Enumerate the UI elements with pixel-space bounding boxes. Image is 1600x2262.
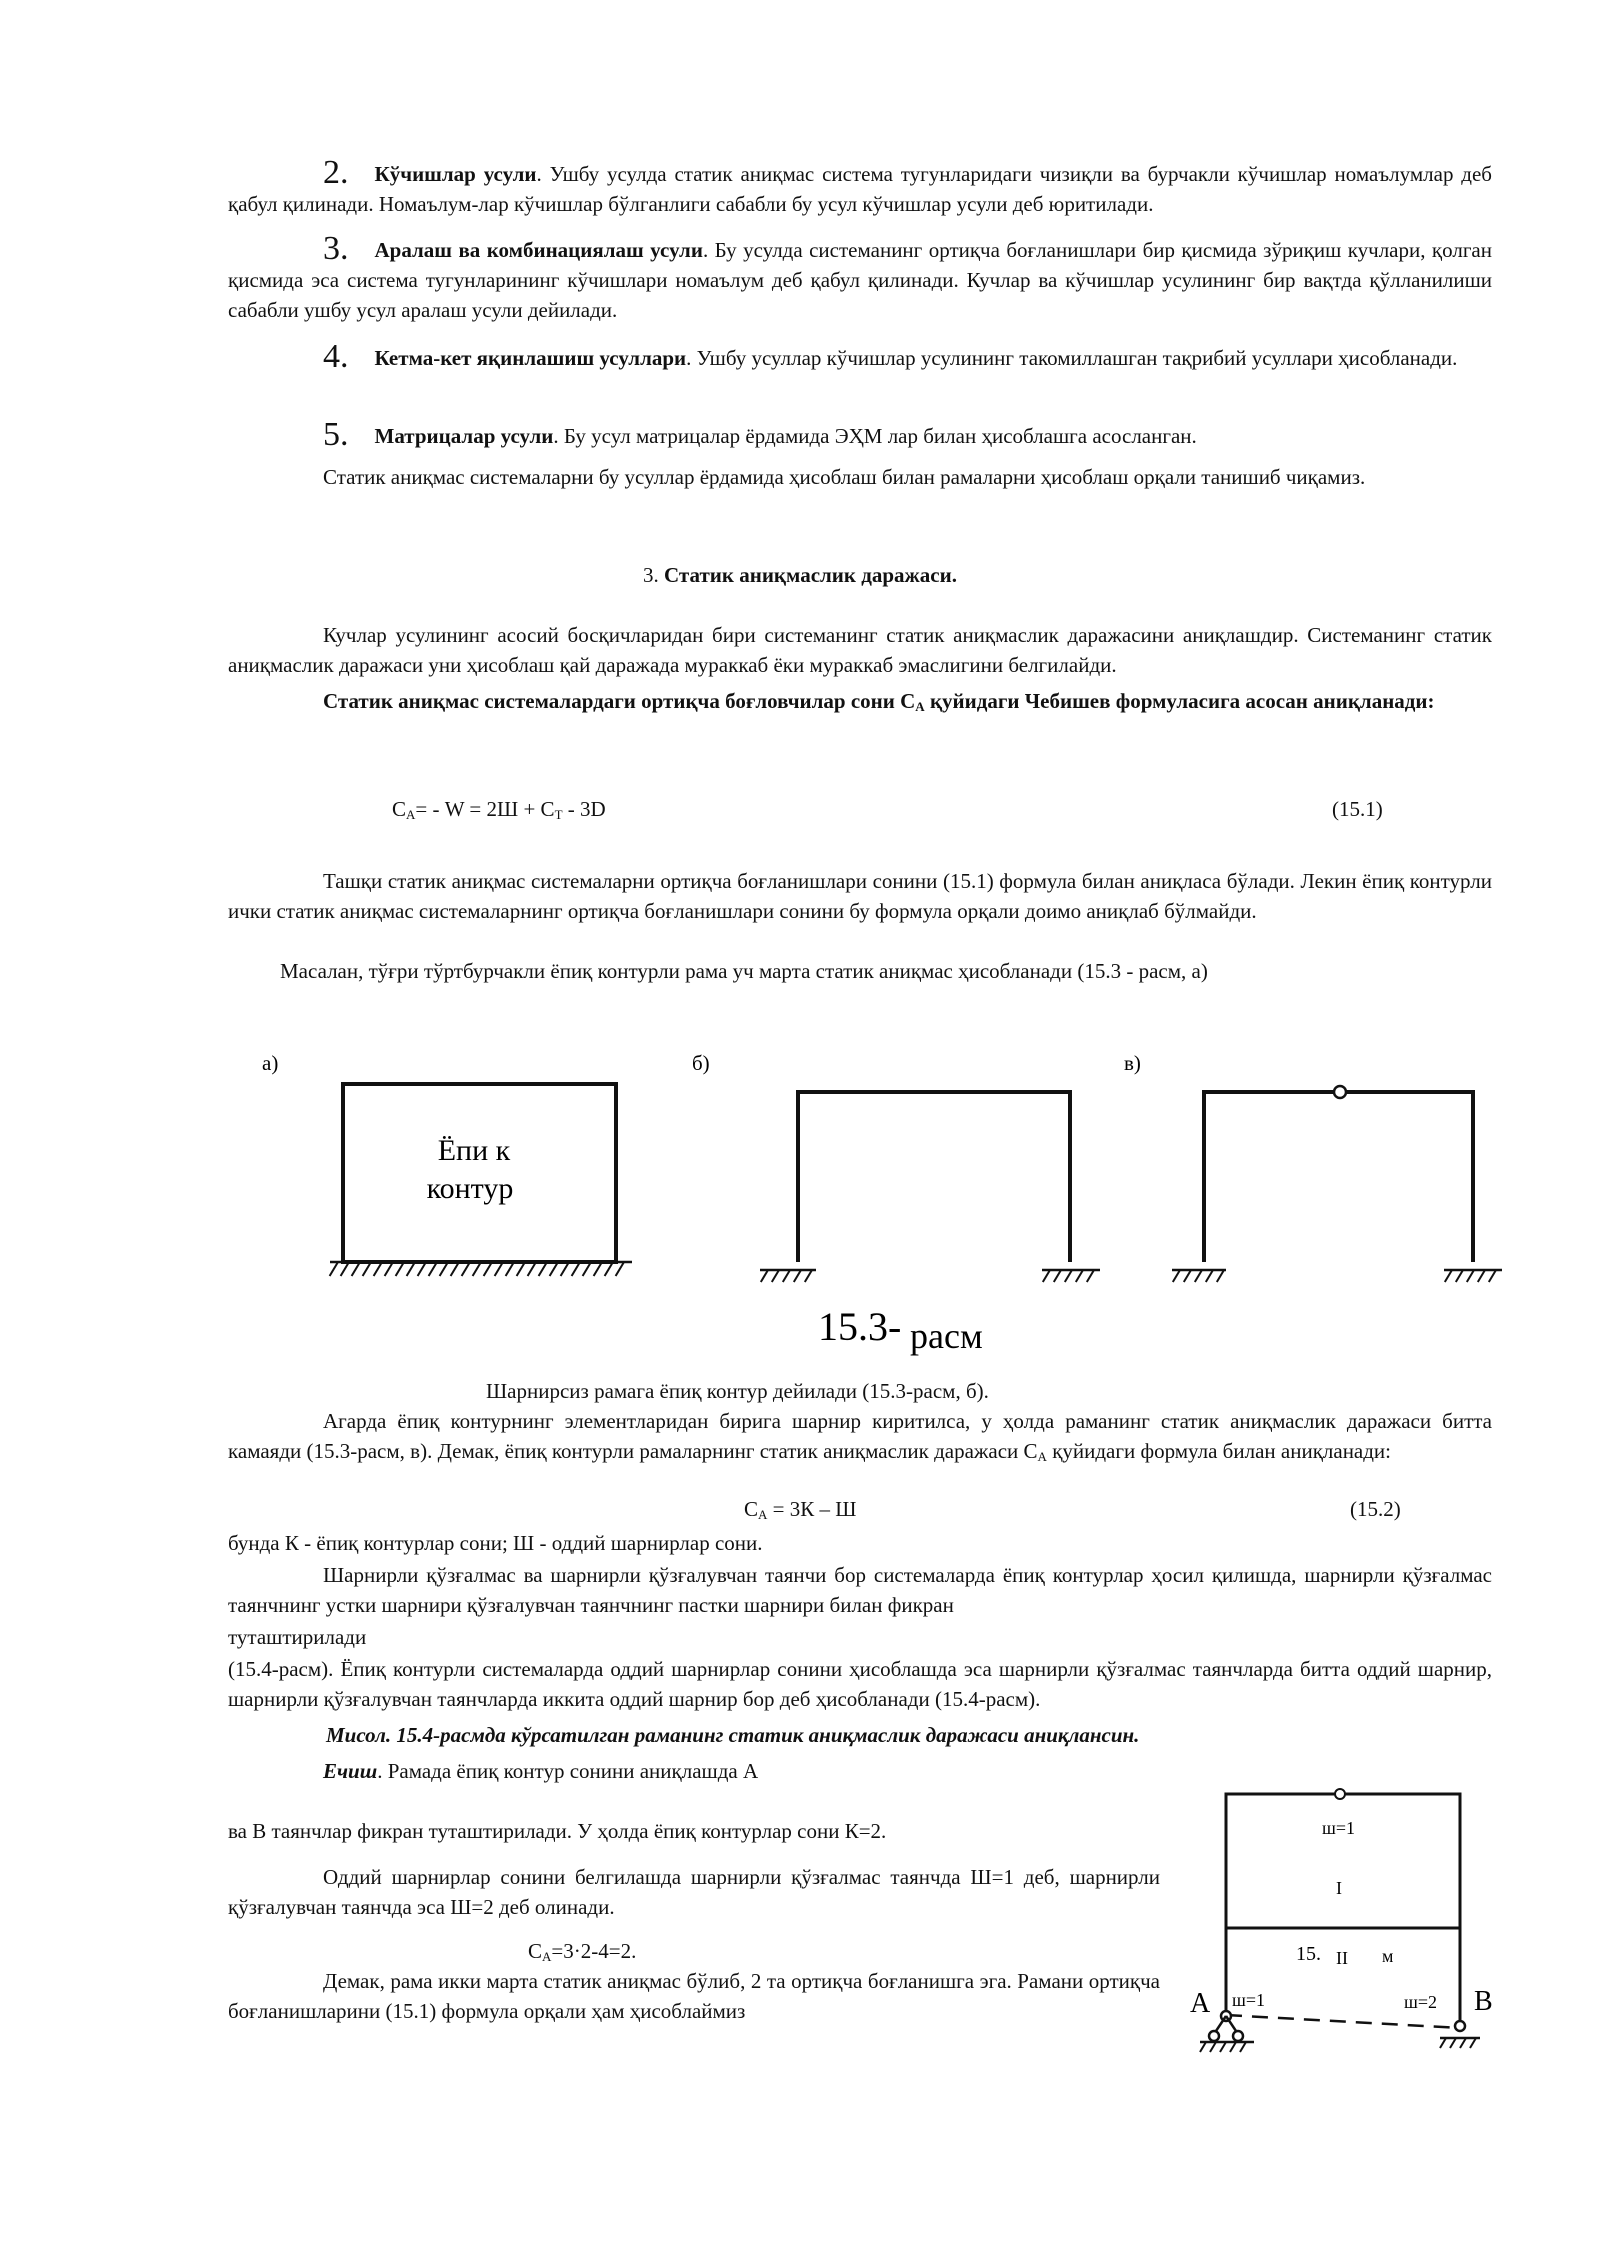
method-number: 3. (323, 230, 349, 267)
method-title: Аралаш ва комбинациялаш усули (374, 238, 703, 262)
solution-text: . Рамада ёпиқ контур сонини аниқлашда А (377, 1759, 759, 1783)
roller-support-icon (1440, 2021, 1480, 2038)
method-text: . Бу усул матрицалар ёрдамида ЭҲМ лар билан ҳисоблашга асосланган. (553, 424, 1197, 448)
paragraph-bold (228, 686, 1492, 719)
figure-caption-number: 15.3- (818, 1304, 902, 1349)
hinge-count-left: ш=1 (1232, 1990, 1266, 2010)
formula-text: - 3D (562, 797, 606, 821)
upper-contour (1226, 1794, 1460, 1928)
method-title: Кетма-кет яқинлашиш усуллари (374, 346, 687, 370)
paragraph: Шарнирсиз рамага ёпиқ контур дейилади (15.3-расм, б). (486, 1379, 989, 1403)
formula (392, 794, 606, 827)
formula-text: С (744, 1497, 759, 1521)
intro-paragraph: Статик аниқмас системаларни бу усуллар ёрдамида ҳисоблаш билан рамаларни ҳисоблаш орқали танишиб чиқамиз. (323, 465, 1366, 489)
text-run: қуйидаги формула билан аниқланади: (1046, 1439, 1392, 1463)
method-title: Матрицалар усули (374, 424, 554, 448)
method-item (228, 232, 1492, 325)
method-text: . Ушбу усулда статик аниқмас система тугунларидаги чизиқли ва бурчакли кўчишлар номаълумлар деб қабул қилинади. Номаълум-лар кўчишлар бўлганлиги сабабли бу усул кўчишлар усули деб юритилади. (228, 162, 1492, 216)
method-text: . Ушбу усуллар кўчишлар усулининг такомиллашган тақрибий усуллари ҳисобланади. (686, 346, 1458, 370)
figure-15-4 (1170, 1780, 1510, 2060)
method-title: Кўчишлар усули (374, 162, 537, 186)
paragraph: туташтирилади (228, 1625, 367, 1649)
hinge-icon (1335, 1789, 1345, 1799)
figure-caption-word: расм (910, 1316, 983, 1356)
ground-hatching (330, 1262, 1496, 1282)
contour-label-I: I (1336, 1878, 1342, 1898)
formula-text: =3·2-4=2. (551, 1939, 637, 1963)
hinged-frame (1204, 1092, 1473, 1262)
paragraph: Ташқи статик аниқмас системаларни ортиқча боғланишлари сонини (15.1) формула билан аниқласа бўлади. Лекин ёпиқ контурли ички статик аниқмас системаларнинг ортиқча боғланишлари сонини бу формула орқали доимо аниқлаб бўлмайди. (228, 869, 1492, 923)
subscript: Т (554, 807, 563, 822)
portal-frame (798, 1092, 1070, 1262)
method-item (228, 340, 1492, 373)
subscript: А (915, 699, 925, 714)
contour-label-II: II (1336, 1948, 1348, 1968)
figure-suffix-label: м (1382, 1946, 1394, 1966)
method-number: 4. (323, 338, 349, 375)
text-run: қуйидаги Чебишев формуласига асосан аниқланади: (924, 689, 1435, 713)
contour-label-line2: контур (426, 1172, 514, 1205)
paragraph: Демак, рама икки марта статик аниқмас бўлиб, 2 та ортиқча боғланишга эга. Рамани ортиқча боғланишларини (15.1) формула орқали ҳам ҳисоблаймиз (228, 1969, 1160, 2023)
method-text: . Бу усулда системанинг ортиқча боғланишлари бир қисмида зўриқиш кучлари, қолган қисмида эса система тугунларининг кўчишлари номаълум деб қабул қилинади. Кучлар ва кўчишлар усулининг бир вақтда қўлланилиши сабабли ушбу усул аралаш усули дейилади. (228, 238, 1492, 322)
subscript: А (1037, 1449, 1047, 1464)
hinge-icon (1334, 1086, 1346, 1098)
paragraph: Масалан, тўғри тўртбурчакли ёпиқ контурли рама уч марта статик аниқмас ҳисобланади (15.3 - расм, а) (280, 959, 1208, 983)
method-number: 5. (323, 416, 349, 453)
example-heading: Мисол. 15.4-расмда кўрсатилган раманинг статик аниқмаслик даражаси аниқлансин. (326, 1723, 1140, 1747)
paragraph: бунда К - ёпиқ контурлар сони; Ш - оддий шарнирлар сони. (228, 1531, 763, 1555)
formula-label: (15.1) (1332, 797, 1383, 821)
subscript: А (406, 807, 416, 822)
subscript: А (758, 1507, 768, 1522)
figure-label-b: б) (692, 1051, 710, 1075)
section-heading (0, 560, 1600, 590)
formula-text: С (392, 797, 407, 821)
formula-label: (15.2) (1350, 1497, 1401, 1521)
formula (528, 1936, 636, 1969)
text-run: Агарда ёпиқ контурнинг элементларидан бирига шарнир киритилса, у ҳолда раманинг статик аниқмаслик даражаси битта камаяди (15.3-расм, в). Демак, ёпиқ контурли рамаларнинг статик аниқмаслик даражаси С (228, 1409, 1492, 1463)
subscript: А (542, 1949, 552, 1964)
hinge-count-right: ш=2 (1404, 1992, 1438, 2012)
support-label-B: В (1474, 1986, 1493, 2017)
method-item (228, 418, 1492, 451)
figure-number-label: 15. (1296, 1943, 1321, 1965)
section-number: 3. (643, 563, 659, 587)
section-title: Статик аниқмаслик даражаси. (664, 563, 957, 587)
paragraph: ва В таянчлар фикран туташтирилади. У ҳолда ёпиқ контурлар сони К=2. (228, 1819, 887, 1843)
support-label-A: А (1190, 1988, 1211, 2019)
paragraph: Оддий шарнирлар сонини белгилашда шарнирли қўзғалмас таянчда Ш=1 деб, шарнирли қўзғалувчан таянчда эса Ш=2 деб олинади. (228, 1865, 1160, 1919)
text-run: Статик аниқмас системалардаги ортиқча боғловчилар сони С (323, 689, 916, 713)
paragraph: Шарнирли қўзғалмас ва шарнирли қўзғалувчан таянчи бор системаларда ёпиқ контурлар ҳосил қилишда, шарнирли қўзғалмас таянчнинг устки шарнири қўзғалувчан таянчнинг пастки шарнири билан фикран (228, 1563, 1492, 1617)
method-item (228, 156, 1492, 219)
formula-text: = - W = 2Ш + С (415, 797, 555, 821)
figure-15-3 (0, 1030, 1600, 1370)
paragraph (228, 1406, 1492, 1469)
formula-text: = 3К – Ш (767, 1497, 857, 1521)
figure-label-c: в) (1124, 1051, 1141, 1075)
contour-label-line1: Ёпи к (437, 1134, 511, 1167)
imaginary-link (1226, 2015, 1460, 2028)
formula (744, 1494, 856, 1527)
paragraph: (15.4-расм). Ёпиқ контурли системаларда оддий шарнирлар сонини ҳисоблашда эса шарнирли қўзғалмас таянчларда битта оддий шарнир, шарнирли қўзғалувчан таянчларда иккита оддий шарнир бор деб ҳисобланади (15.4-расм). (228, 1657, 1492, 1711)
paragraph: Кучлар усулининг асосий босқичларидан бири системанинг статик аниқмаслик даражасини аниқлашдир. Системанинг статик аниқмаслик даражаси уни ҳисоблаш қай даражада мураккаб ёки мураккаб эмаслигини белгилайди. (228, 623, 1492, 677)
method-number: 2. (323, 154, 349, 191)
formula-text: С (528, 1939, 543, 1963)
solution-label: Ечиш (323, 1759, 378, 1783)
figure-label-a: а) (262, 1051, 279, 1075)
hinge-count-top: ш=1 (1322, 1818, 1356, 1838)
solution-line (323, 1756, 758, 1786)
